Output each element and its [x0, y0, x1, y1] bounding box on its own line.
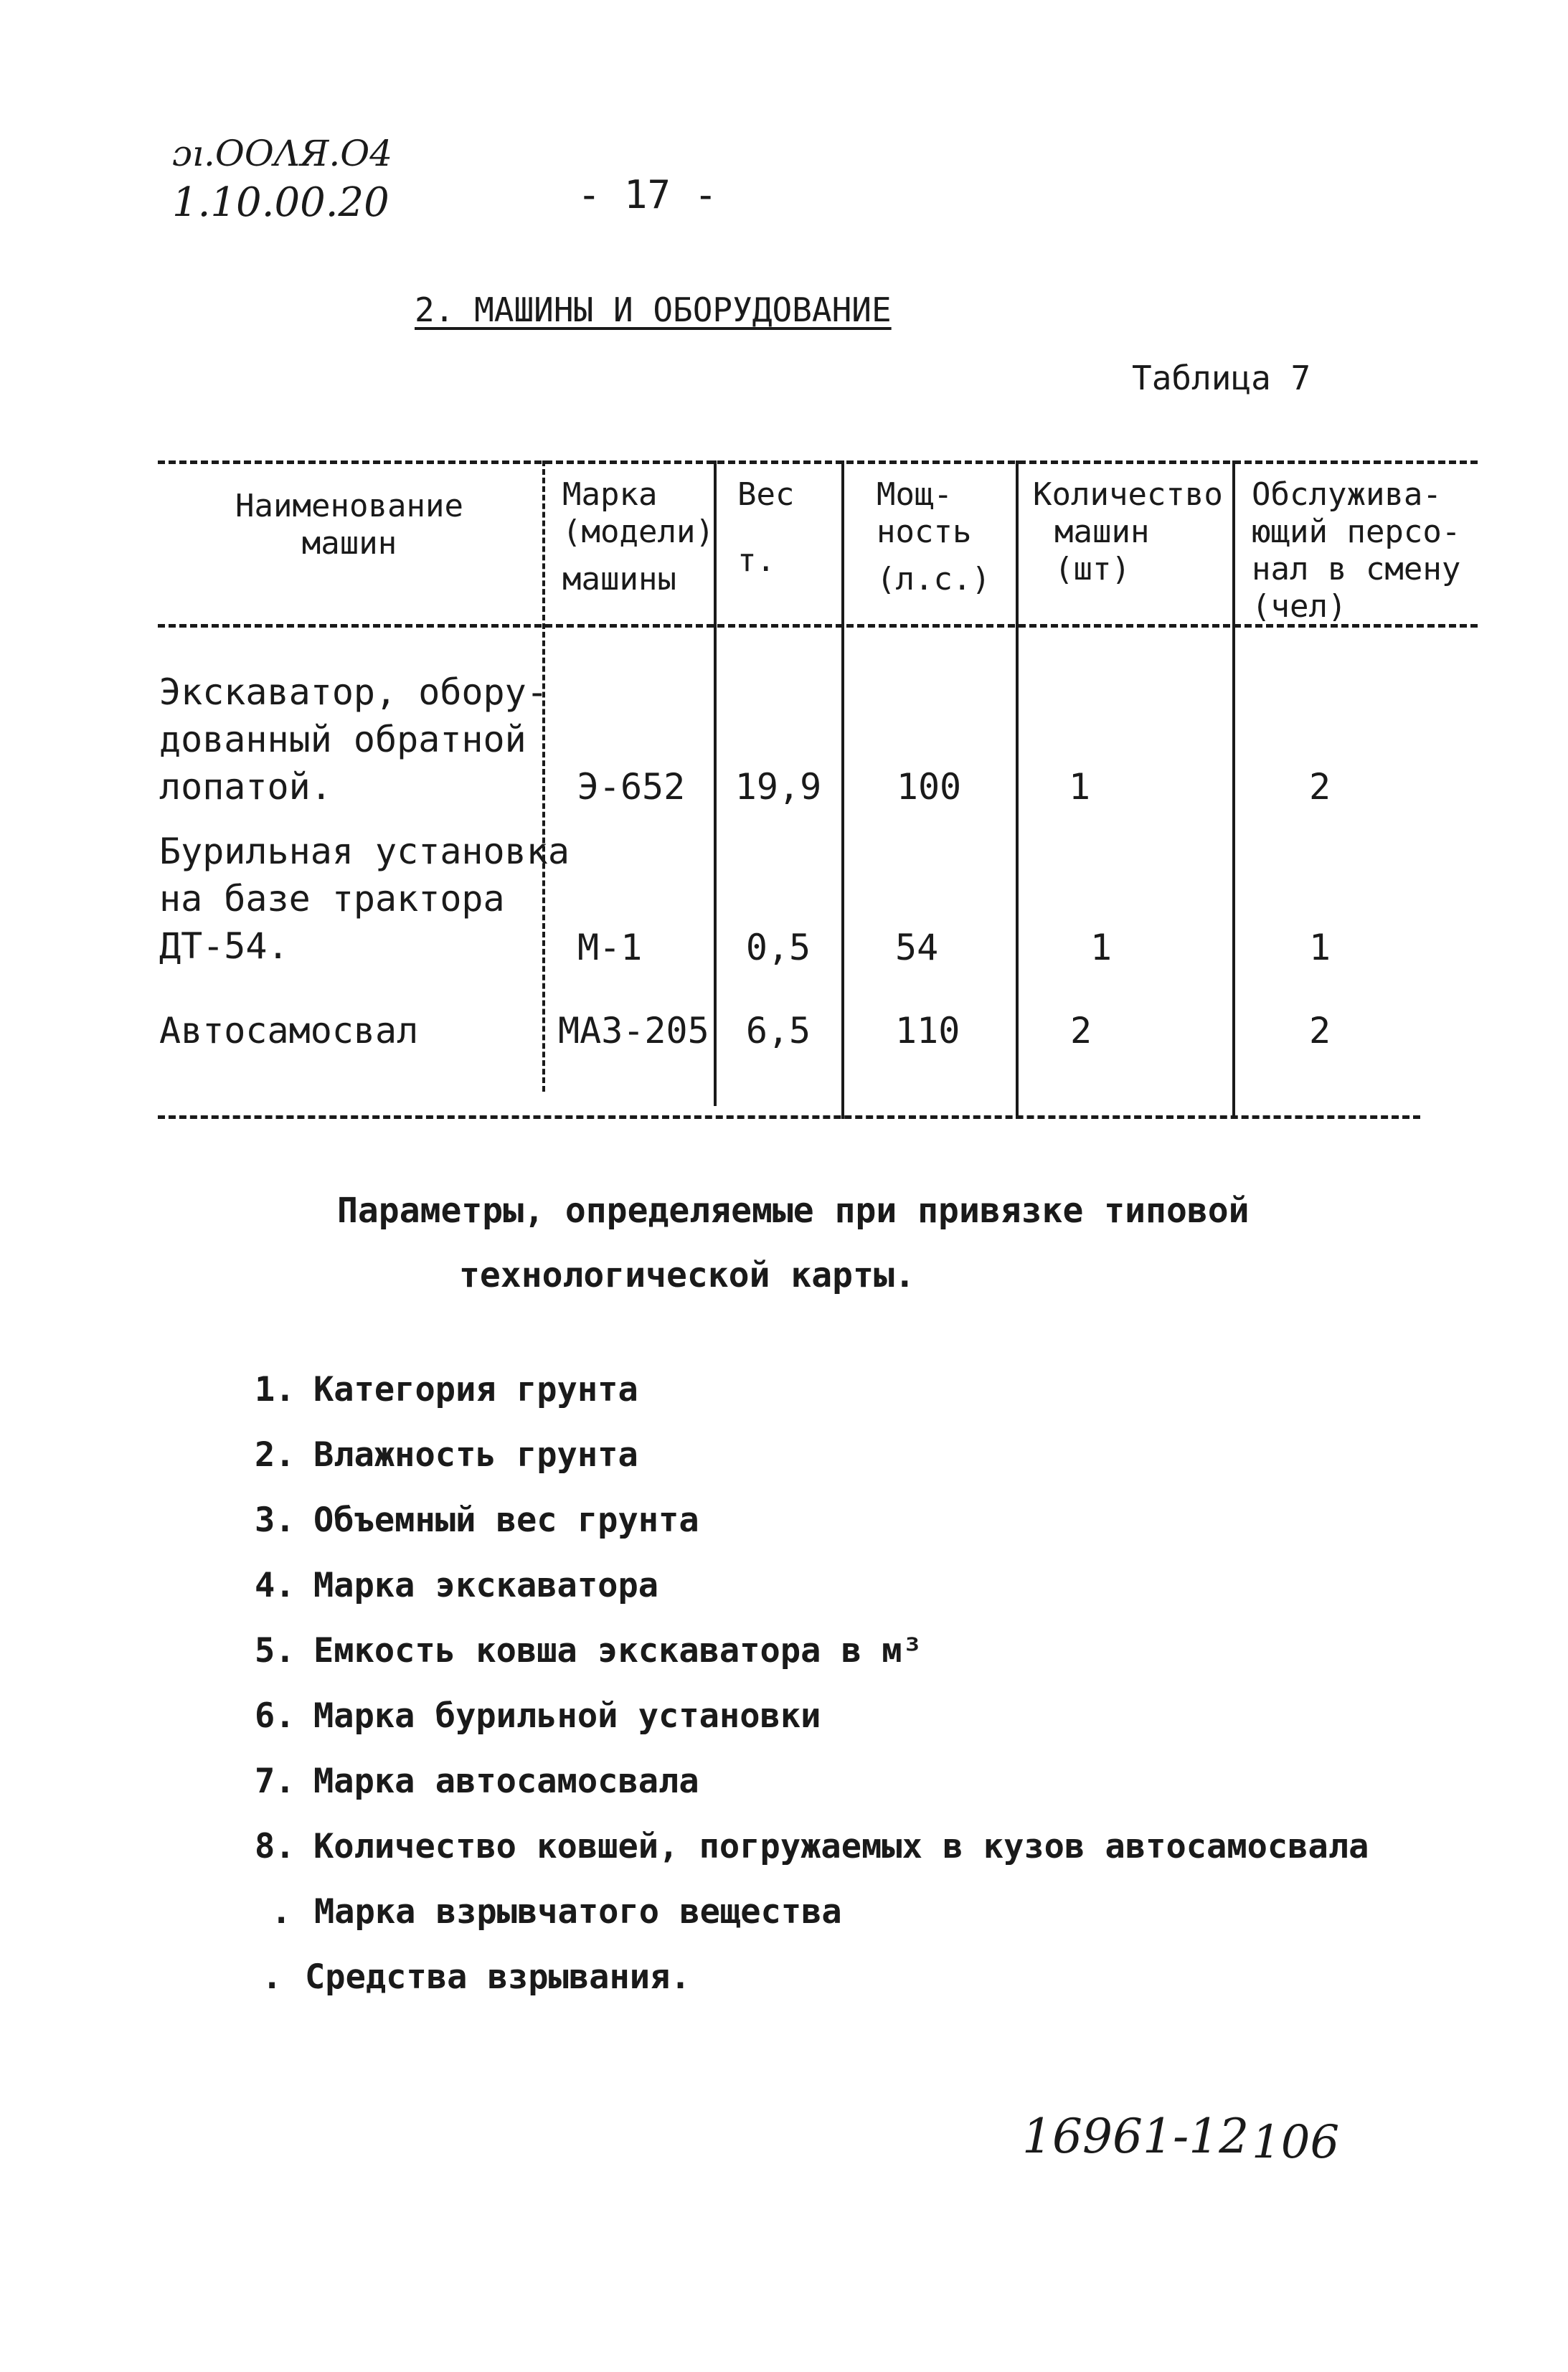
row-model: МАЗ-205	[558, 1010, 709, 1052]
document-code-line2: 1.10.00.20	[172, 179, 389, 226]
header-staff: Обслужива- ющий персо- нал в смену (чел)	[1252, 476, 1461, 625]
section-title: 2. МАШИНЫ И ОБОРУДОВАНИЕ	[415, 290, 892, 329]
table-top-rule	[158, 460, 1478, 464]
header-count: Количество машин (шт)	[1033, 476, 1223, 587]
row-power: 54	[895, 927, 939, 968]
row-name: Автосамосвал	[159, 1010, 419, 1052]
row-staff: 2	[1308, 766, 1331, 808]
list-item: 4. Марка экскаватора	[255, 1566, 659, 1605]
row-weight: 19,9	[735, 766, 822, 808]
row-name: Экскаватор, обору- дованный обратной лопатой.	[159, 671, 548, 808]
row-weight: 0,5	[745, 927, 811, 968]
row-staff: 1	[1308, 927, 1331, 968]
list-item: . Марка взрывчатого вещества	[271, 1892, 842, 1932]
list-item: 6. Марка бурильной установки	[255, 1696, 821, 1736]
table-bottom-rule	[158, 1115, 1420, 1119]
header-weight: Вес т.	[737, 476, 795, 579]
row-name: Бурильная установка на базе трактора ДТ-54.	[159, 831, 570, 967]
parameters-title-continued: технологической карты.	[459, 1255, 915, 1295]
table-label: Таблица 7	[1132, 359, 1311, 397]
column-separator	[714, 460, 717, 1106]
list-item: 3. Объемный вес грунта	[255, 1501, 699, 1540]
list-item: . Средства взрывания.	[262, 1957, 691, 1997]
header-power: Мощ- ность (л.с.)	[877, 476, 991, 597]
row-model: Э-652	[577, 766, 686, 808]
row-model: М-1	[577, 927, 643, 968]
header-name: Наименование машин	[235, 488, 463, 562]
document-code-line1: ɔı.OOΛЯ.O4	[172, 133, 393, 174]
machines-table	[0, 0, 1568, 1148]
parameters-title: Параметры, определяемые при привязке типовой	[337, 1191, 1250, 1231]
row-staff: 2	[1308, 1010, 1331, 1052]
document-number: 16961-12	[1022, 2109, 1250, 2164]
row-count: 2	[1070, 1010, 1092, 1052]
row-power: 100	[896, 766, 962, 808]
row-weight: 6,5	[745, 1010, 811, 1052]
sheet-number: 106	[1252, 2116, 1340, 2169]
list-item: 2. Влажность грунта	[255, 1435, 638, 1475]
column-separator	[841, 460, 844, 1119]
row-count: 1	[1090, 927, 1113, 968]
list-item: 5. Емкость ковша экскаватора в м³	[255, 1631, 922, 1671]
column-separator	[1016, 460, 1019, 1119]
list-item: 7. Марка автосамосвала	[255, 1762, 699, 1801]
list-item: 1. Категория грунта	[255, 1370, 638, 1409]
list-item: 8. Количество ковшей, погружаемых в кузов автосамосвала	[255, 1827, 1369, 1866]
row-power: 110	[895, 1010, 960, 1052]
header-model: Марка (модели) машины	[562, 476, 714, 597]
row-count: 1	[1068, 766, 1091, 808]
page-number: - 17 -	[577, 172, 718, 217]
